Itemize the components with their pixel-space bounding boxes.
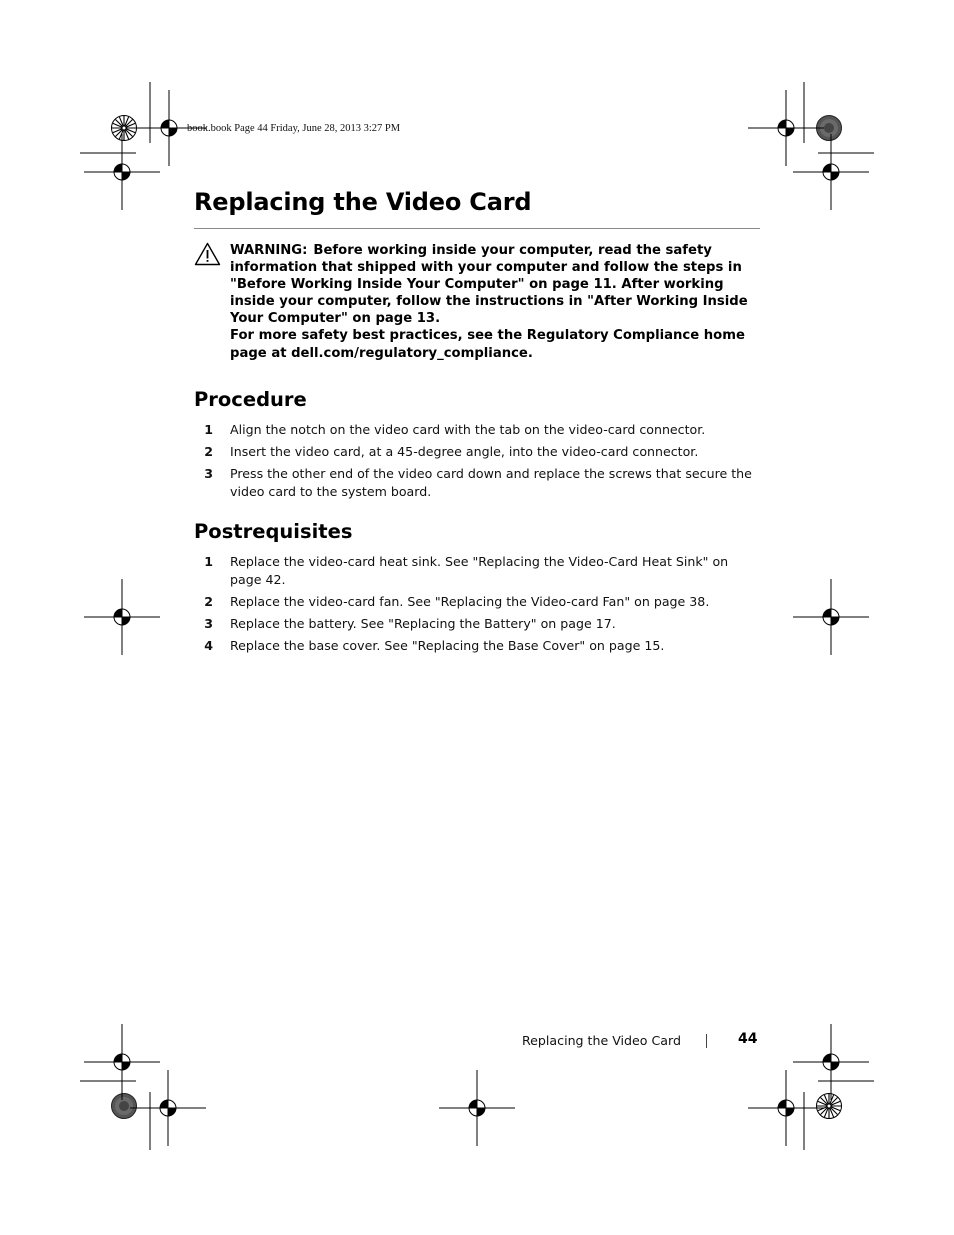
step-text: Replace the video-card fan. See "Replacing the Video-card Fan" on page 38. <box>230 593 710 609</box>
postrequisites-heading: Postrequisites <box>194 520 353 543</box>
step-number: 1 <box>204 422 213 437</box>
title-divider <box>194 228 760 229</box>
step-number: 2 <box>204 593 213 609</box>
step-text: Insert the video card, at a 45-degree angle, into the video-card connector. <box>230 444 699 459</box>
warning-triangle-icon <box>194 242 221 266</box>
step-text: Press the other end of the video card down and replace the screws that secure the video card to the system board. <box>230 466 752 499</box>
warning-body: Before working inside your computer, read the safety information that shipped with your computer and follow the steps in "Before Working Inside Your Computer" on page 11. After working inside your computer, follow the instructions in "After Working Inside Your Computer" on page 13. <box>230 243 748 327</box>
step-text: Align the notch on the video card with the tab on the video-card connector. <box>230 422 706 437</box>
step-number: 4 <box>204 637 213 653</box>
step-number: 3 <box>204 466 213 481</box>
step-text: Replace the base cover. See "Replacing the Base Cover" on page 15. <box>230 637 665 653</box>
step-text: Replace the video-card heat sink. See "Replacing the Video-Card Heat Sink" on page 42. <box>230 554 729 587</box>
procedure-steps <box>194 421 754 500</box>
step-number: 3 <box>204 615 213 631</box>
page-title: Replacing the Video Card <box>194 188 532 216</box>
step-text: Replace the battery. See "Replacing the Battery" on page 17. <box>230 615 616 631</box>
page-number: 44 <box>738 1031 758 1047</box>
warning-label: WARNING: <box>230 243 308 258</box>
warning-text <box>230 242 760 362</box>
list-item <box>194 443 754 461</box>
step-number: 1 <box>204 554 213 569</box>
list-item <box>194 553 754 588</box>
list-item <box>194 615 754 633</box>
footer-section-title: Replacing the Video Card <box>522 1033 681 1048</box>
list-item <box>194 421 754 439</box>
warning-body-2: For more safety best practices, see the Regulatory Compliance home page at dell.com/regulatory_compliance. <box>230 328 745 361</box>
footer-separator <box>706 1034 707 1048</box>
list-item <box>194 637 754 655</box>
step-number: 2 <box>204 444 213 459</box>
warning-box <box>194 242 760 362</box>
postrequisites-steps <box>194 553 754 654</box>
print-slug: book.book Page 44 Friday, June 28, 2013 3:27 PM <box>187 123 401 134</box>
list-item <box>194 465 754 500</box>
procedure-heading: Procedure <box>194 388 307 411</box>
list-item <box>194 593 754 611</box>
